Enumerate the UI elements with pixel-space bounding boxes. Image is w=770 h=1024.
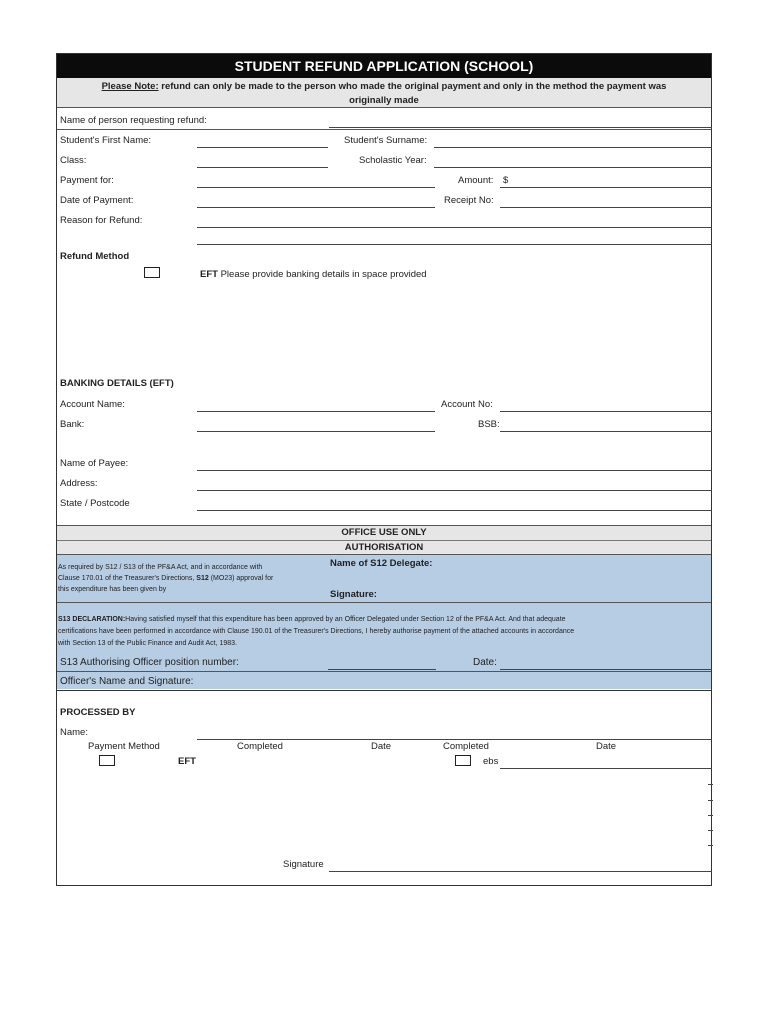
completed-header-2: Completed xyxy=(443,741,489,752)
s13-line-1-text: Having satisfied myself that this expenditure has been approved by an Officer Delegated under Section 12 of the PF&A Act. And that adequate xyxy=(125,616,566,623)
s12-line-2a: Clause 170.01 of the Treasurer's Directions, xyxy=(58,575,197,582)
account-name-label: Account Name: xyxy=(60,399,125,410)
reason-field-2[interactable] xyxy=(197,244,712,245)
tick xyxy=(708,830,713,831)
account-name-field[interactable] xyxy=(197,411,435,412)
s12-line-2c: (MO23) approval for xyxy=(208,575,274,582)
note-text: refund can only be made to the person who made the original payment and only in the method the payment was xyxy=(158,81,667,92)
currency-symbol: $ xyxy=(503,175,509,186)
processed-name-field[interactable] xyxy=(197,739,712,740)
first-name-field[interactable] xyxy=(197,147,328,148)
bsb-field[interactable] xyxy=(500,431,712,432)
note-box xyxy=(57,78,711,108)
date-field[interactable] xyxy=(500,669,712,670)
tick xyxy=(708,800,713,801)
year-field[interactable] xyxy=(434,167,712,168)
eft-processed-label: EFT xyxy=(178,756,196,767)
officer-label: Officer's Name and Signature: xyxy=(60,676,194,687)
state-label: State / Postcode xyxy=(60,498,130,509)
requester-label: Name of person requesting refund: xyxy=(60,115,207,126)
payment-for-field[interactable] xyxy=(197,187,435,188)
account-no-field[interactable] xyxy=(500,411,712,412)
processed-name-label: Name: xyxy=(60,727,88,738)
ebs-checkbox[interactable] xyxy=(455,755,471,766)
divider xyxy=(57,671,711,672)
divider xyxy=(57,129,711,130)
processed-signature-label: Signature xyxy=(283,859,324,870)
date-of-payment-field[interactable] xyxy=(197,207,435,208)
processed-heading: PROCESSED BY xyxy=(60,707,136,718)
eft-option-label: EFT xyxy=(200,269,218,280)
address-label: Address: xyxy=(60,478,98,489)
receipt-label: Receipt No: xyxy=(444,195,494,206)
eft-option xyxy=(200,269,427,281)
refund-method-heading: Refund Method xyxy=(60,251,130,262)
s13-line-3: with Section 13 of the Public Finance and Audit Act, 1983. xyxy=(58,640,238,647)
tick xyxy=(708,845,713,846)
payee-label: Name of Payee: xyxy=(60,458,129,469)
eft-processed-checkbox[interactable] xyxy=(99,755,115,766)
surname-field[interactable] xyxy=(434,147,712,148)
bank-label: Bank: xyxy=(60,419,85,430)
account-no-label: Account No: xyxy=(441,399,493,410)
date-of-payment-label: Date of Payment: xyxy=(60,195,134,206)
s12-section xyxy=(57,554,711,604)
class-field[interactable] xyxy=(197,167,328,168)
eft-checkbox[interactable] xyxy=(144,267,160,278)
s13-section xyxy=(57,603,711,689)
divider xyxy=(57,690,711,691)
amount-field[interactable] xyxy=(500,187,712,188)
s12-line-1: As required by S12 / S13 of the PF&A Act, and in accordance with xyxy=(58,564,263,571)
year-label: Scholastic Year: xyxy=(359,155,427,166)
office-header xyxy=(57,525,711,555)
s13-label: S13 DECLARATION: xyxy=(58,616,126,623)
requester-field[interactable] xyxy=(329,127,712,128)
payment-for-label: Payment for: xyxy=(60,175,114,186)
s12-line-3: this expenditure has been given by xyxy=(58,586,167,593)
refund-form xyxy=(56,53,712,886)
banking-heading: BANKING DETAILS (EFT) xyxy=(60,378,174,389)
note-label: Please Note: xyxy=(101,81,159,92)
form-title: STUDENT REFUND APPLICATION (SCHOOL) xyxy=(234,58,534,74)
amount-label: Amount: xyxy=(458,175,494,186)
position-label: S13 Authorising Officer position number: xyxy=(60,657,239,668)
signature-label: Signature: xyxy=(330,589,377,600)
date-header-1: Date xyxy=(371,741,392,752)
completed-header-1: Completed xyxy=(237,741,283,752)
s12-line-2 xyxy=(58,573,273,584)
s13-line-1 xyxy=(58,614,566,625)
bank-field[interactable] xyxy=(197,431,435,432)
payment-method-header: Payment Method xyxy=(88,741,160,752)
ebs-label: ebs xyxy=(483,756,499,767)
reason-label: Reason for Refund: xyxy=(60,215,143,226)
eft-option-text: Please provide banking details in space provided xyxy=(217,269,427,280)
tick xyxy=(708,815,713,816)
address-field[interactable] xyxy=(197,490,712,491)
date-label: Date: xyxy=(473,657,497,668)
state-field[interactable] xyxy=(197,510,712,511)
payee-field[interactable] xyxy=(197,470,712,471)
office-heading: OFFICE USE ONLY xyxy=(341,527,427,538)
date-header-2: Date xyxy=(596,741,617,752)
first-name-label: Student's First Name: xyxy=(60,135,152,146)
tick xyxy=(708,784,713,785)
s12-line-2b: S12 xyxy=(196,575,209,582)
ebs-field[interactable] xyxy=(500,768,712,769)
authorisation-heading: AUTHORISATION xyxy=(57,540,711,555)
processed-signature-field[interactable] xyxy=(329,871,712,872)
receipt-field[interactable] xyxy=(500,207,712,208)
delegate-label: Name of S12 Delegate: xyxy=(330,558,433,569)
bsb-label: BSB: xyxy=(478,419,500,430)
position-field[interactable] xyxy=(328,669,436,670)
s13-line-2: certifications have been performed in accordance with Clause 190.01 of the Treasurer's Directions, I hereby authorise payment of the attached accounts in accordance xyxy=(58,628,575,635)
class-label: Class: xyxy=(60,155,87,166)
reason-field-1[interactable] xyxy=(197,227,712,228)
title-bar xyxy=(57,54,711,78)
surname-label: Student's Surname: xyxy=(344,135,428,146)
note-line-1 xyxy=(57,80,711,94)
note-line-2: originally made xyxy=(349,95,419,106)
